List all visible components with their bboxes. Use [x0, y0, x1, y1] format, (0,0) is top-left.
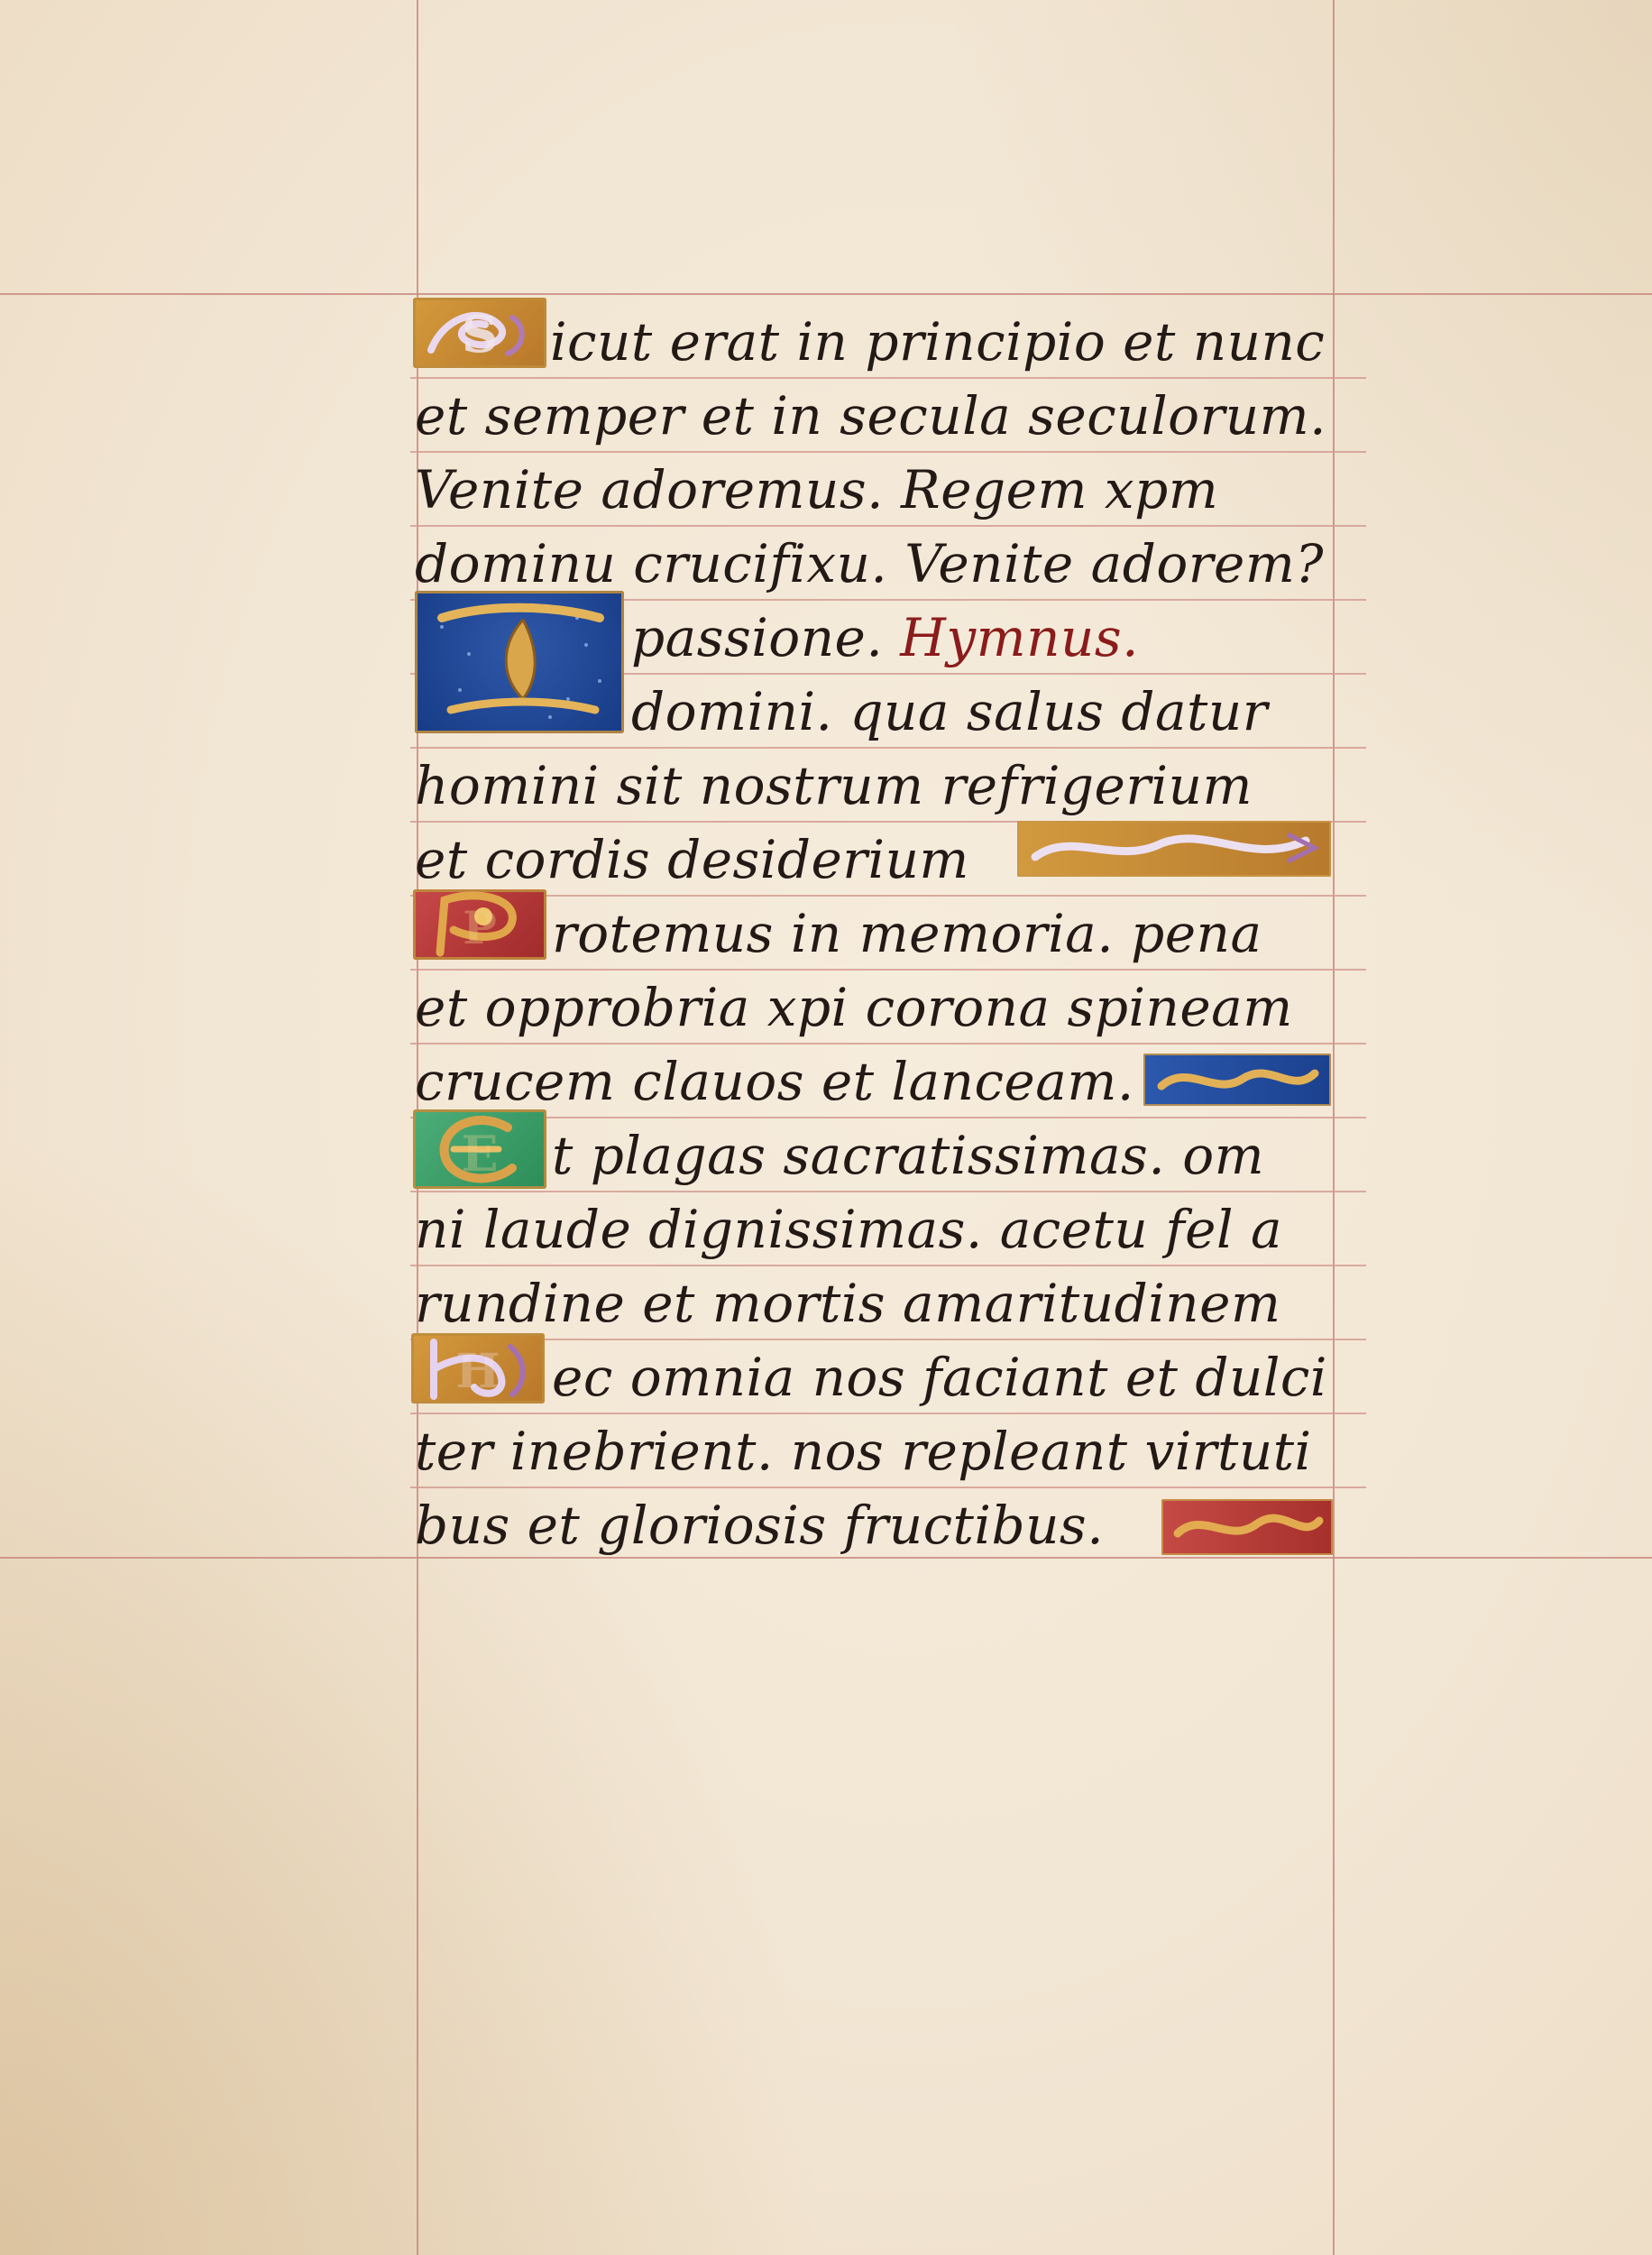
line-filler-red [1161, 1499, 1333, 1555]
foliate-scroll-icon [1161, 1499, 1333, 1555]
svg-text:E: E [461, 1125, 499, 1183]
text-line: ni laude dignissimas. acetu fel a [415, 1199, 1283, 1260]
text-line: bus et gloriosis fructibus. [415, 1495, 1105, 1556]
svg-text:P: P [463, 901, 497, 954]
text-line: domini. qua salus datur [631, 681, 1268, 742]
svg-text:S: S [461, 305, 499, 364]
text-line: ter inebrient. nos repleant virtuti [415, 1421, 1312, 1482]
foliate-scroll-icon [1017, 821, 1331, 877]
text-line: et opprobria xpi corona spineam [415, 977, 1293, 1038]
line-filler-blue [1143, 1054, 1331, 1106]
text-line: t plagas sacratissimas. om [552, 1125, 1265, 1186]
text-line: crucem clauos et lanceam. [415, 1051, 1134, 1112]
text-line: et semper et in secula seculorum. [415, 385, 1327, 446]
text-line: homini sit nostrum refrigerium [415, 755, 1253, 816]
foliate-scroll-icon [1143, 1054, 1331, 1106]
initial-t-illumination [415, 591, 624, 733]
top-margin-rule [0, 293, 1652, 295]
svg-text:H: H [455, 1344, 500, 1399]
text-line: rotemus in memoria. pena [552, 903, 1262, 964]
text-line-with-rubric [631, 597, 1371, 678]
text-line: ec omnia nos faciant et dulci [552, 1347, 1327, 1408]
text-line: et cordis desiderium [415, 829, 969, 890]
text-line: dominu crucifixu. Venite adorem? [415, 533, 1324, 594]
text-line: icut erat in principio et nunc [550, 311, 1326, 373]
text-segment: passione. [631, 607, 884, 668]
foliate-initial-t-icon [415, 591, 624, 733]
text-line: Venite adoremus. Regem xpm [415, 459, 1219, 520]
text-line: rundine et mortis amaritudinem [415, 1273, 1281, 1334]
line-filler-gold [1017, 821, 1331, 877]
rubric-hymnus: Hymnus. [900, 607, 1140, 668]
